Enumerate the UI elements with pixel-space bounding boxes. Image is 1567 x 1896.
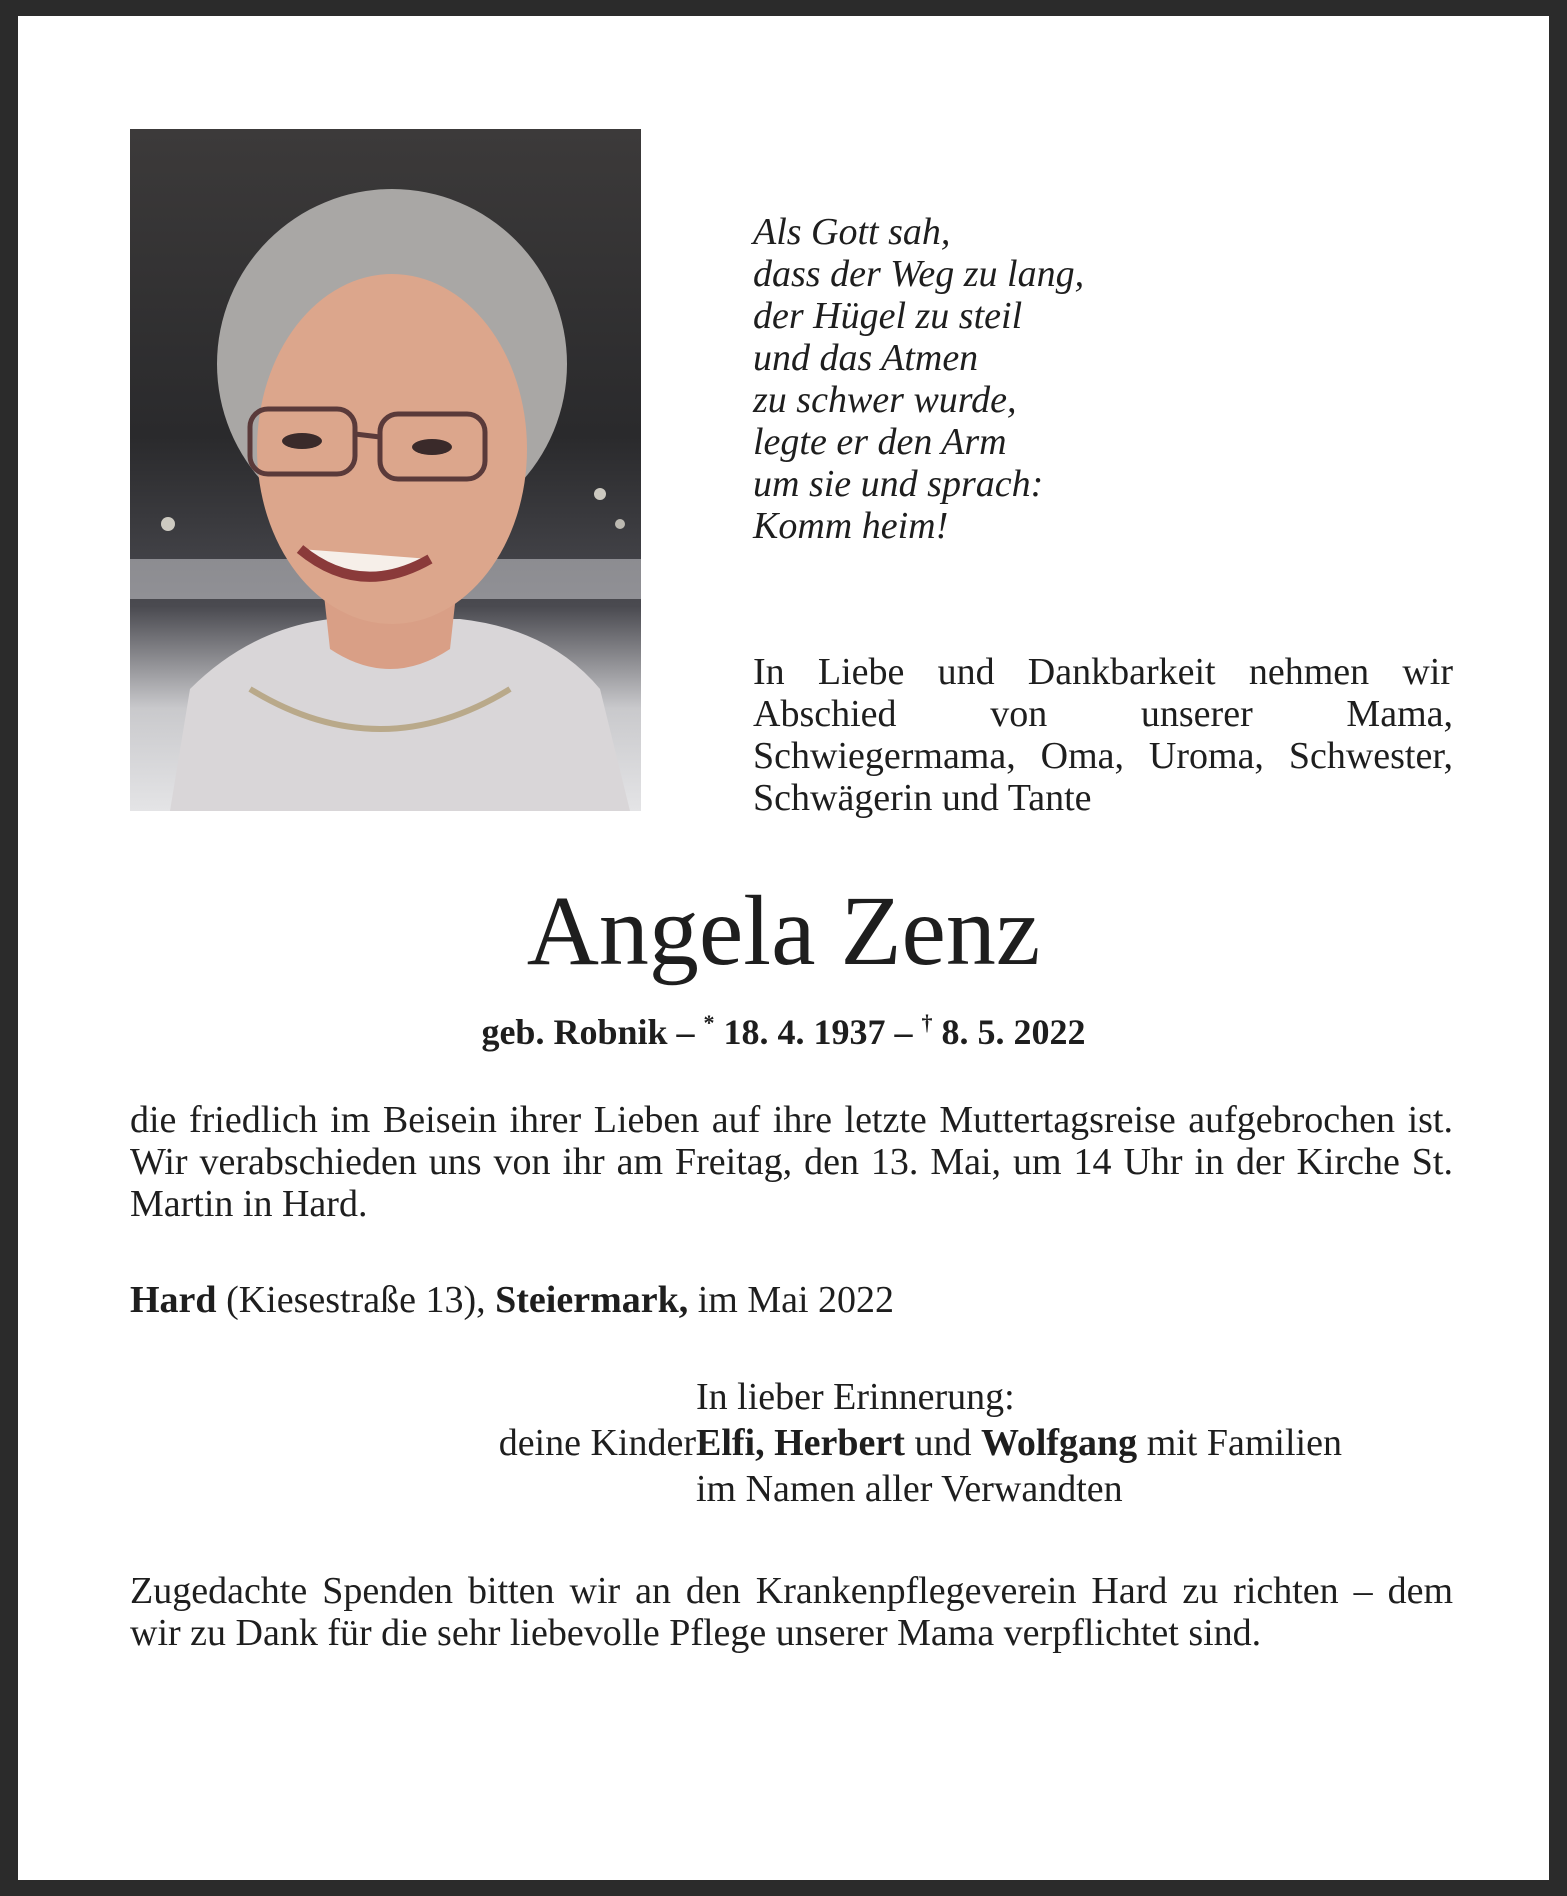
obituary-card bbox=[18, 16, 1549, 1880]
place-address: (Kiesestraße 13), bbox=[226, 1279, 486, 1321]
place-region: Steiermark, bbox=[495, 1279, 689, 1321]
child-name-1: Elfi, bbox=[696, 1422, 765, 1464]
intro-text: In Liebe und Dankbarkeit nehmen wir Abschied von unserer Mama, Schwiegermama, Oma, Uroma, Schwester, Schwägerin und Tante bbox=[753, 651, 1453, 819]
poem-line: der Hügel zu steil bbox=[753, 295, 1023, 337]
poem-line: und das Atmen bbox=[753, 337, 979, 379]
death-date: 8. 5. 2022 bbox=[941, 1012, 1086, 1052]
birth-date: 18. 4. 1937 – bbox=[723, 1012, 913, 1052]
life-dates bbox=[18, 1001, 1549, 1054]
poem-line: zu schwer wurde, bbox=[753, 379, 1017, 421]
body-text: die friedlich im Beisein ihrer Lieben auf ihre letzte Muttertagsreise aufgebrochen ist. Wir verabschieden uns von ihr am Freitag, den 13. Mai, um 14 Uhr in der Kirche St. Martin in Hard. bbox=[130, 1099, 1453, 1225]
poem bbox=[753, 211, 1084, 547]
place-line bbox=[130, 1279, 894, 1321]
maiden-name: geb. Robnik – bbox=[481, 1012, 695, 1052]
death-symbol: † bbox=[921, 1010, 933, 1035]
signature-prefix: deine Kinder bbox=[498, 1422, 696, 1464]
poem-line: Komm heim! bbox=[753, 505, 949, 547]
signature-heading: In lieber Erinnerung: bbox=[696, 1376, 1015, 1418]
signature-connector: und bbox=[914, 1422, 972, 1464]
place-date: im Mai 2022 bbox=[697, 1279, 895, 1321]
donation-note: Zugedachte Spenden bitten wir an den Krankenpflegeverein Hard zu richten – dem wir zu Dank für die sehr liebevolle Pflege unserer Mama verpflichtet sind. bbox=[130, 1570, 1453, 1654]
portrait-photo bbox=[130, 129, 641, 811]
portrait-illustration bbox=[130, 129, 641, 811]
poem-line: dass der Weg zu lang, bbox=[753, 253, 1085, 295]
signature-names bbox=[696, 1420, 1342, 1466]
poem-line: Als Gott sah, bbox=[753, 211, 951, 253]
poem-line: legte er den Arm bbox=[753, 421, 1007, 463]
poem-line: um sie und sprach: bbox=[753, 463, 1044, 505]
signature-closing: im Namen aller Verwandten bbox=[696, 1468, 1123, 1510]
signature-block bbox=[18, 1374, 1549, 1512]
child-name-3: Wolfgang bbox=[980, 1422, 1138, 1464]
birth-symbol: * bbox=[703, 1010, 715, 1035]
place-city: Hard bbox=[130, 1279, 217, 1321]
child-name-2: Herbert bbox=[774, 1422, 905, 1464]
signature-suffix: mit Familien bbox=[1146, 1422, 1342, 1464]
deceased-name: Angela Zenz bbox=[526, 875, 1041, 986]
